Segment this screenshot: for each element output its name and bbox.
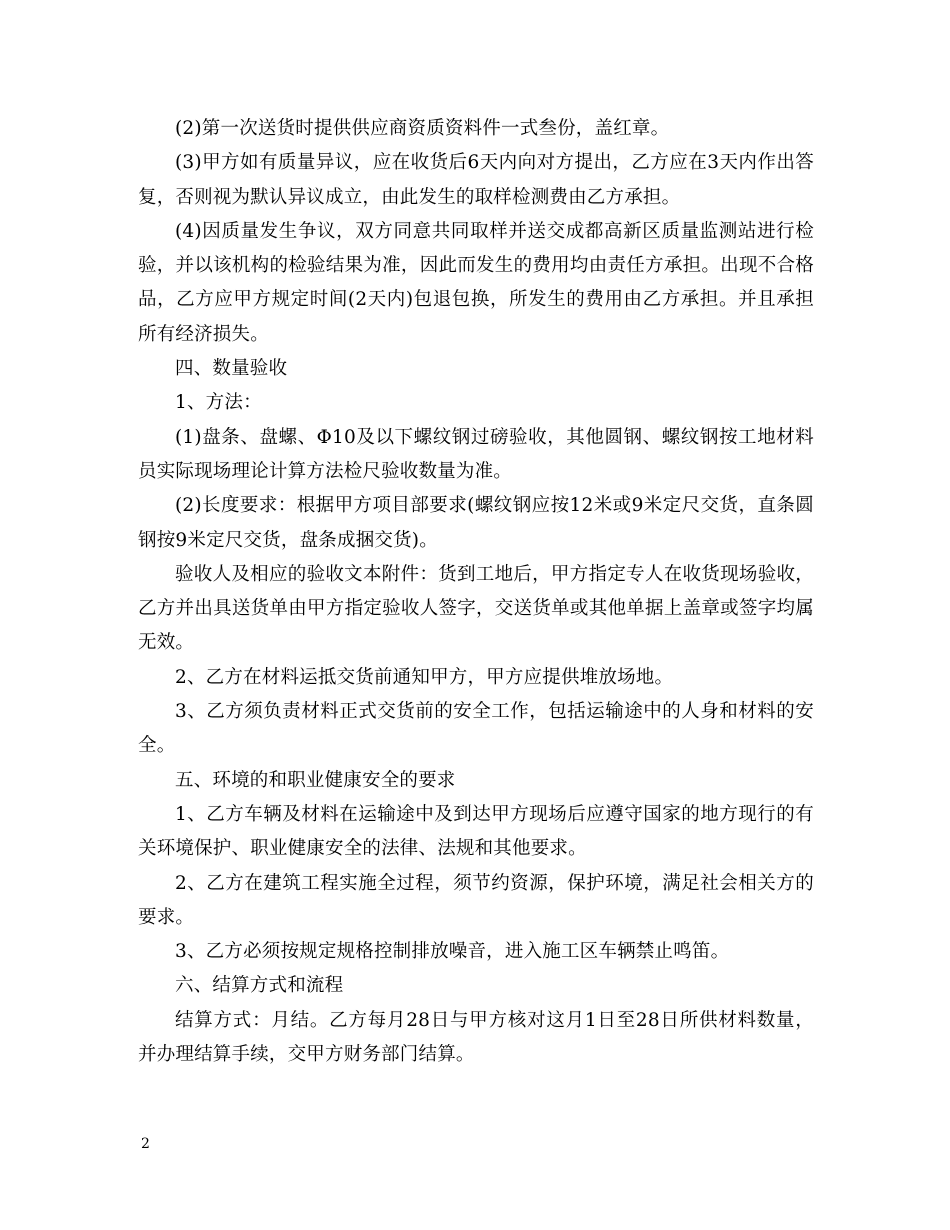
section-heading-environment: 五、环境的和职业健康安全的要求 [175,769,456,791]
paragraph-quality-3: (3)甲方如有质量异议，应在收货后6天内向对方提出，乙方应在3天内作出答复，否则视为默认异议成立，由此发生的取样检测费由乙方承担。 [138,152,814,208]
subheading-method: 1、方法： [175,392,262,414]
section-heading-quantity: 四、数量验收 [175,358,288,380]
paragraph-notice: 2、乙方在材料运抵交货前通知甲方，甲方应提供堆放场地。 [175,666,674,688]
document-body [138,112,814,1072]
paragraph-environment-3: 3、乙方必须按规定规格控制排放噪音，进入施工区车辆禁止鸣笛。 [175,941,730,963]
paragraph-quality-4: (4)因质量发生争议，双方同意共同取样并送交成都高新区质量监测站进行检验，并以该机构的检验结果为准，因此而发生的费用均由责任方承担。出现不合格品，乙方应甲方规定时间(2天内)包退包换，所发生的费用由乙方承担。并且承担所有经济损失。 [138,220,814,345]
paragraph-safety: 3、乙方须负责材料正式交货前的安全工作，包括运输途中的人身和材料的安全。 [138,701,814,757]
paragraph-environment-2: 2、乙方在建筑工程实施全过程，须节约资源，保护环境，满足社会相关方的要求。 [138,872,814,928]
paragraph-method-1: (1)盘条、盘螺、Φ10及以下螺纹钢过磅验收，其他圆钢、螺纹钢按工地材料员实际现场理论计算方法检尺验收数量为准。 [138,426,814,482]
paragraph-settlement: 结算方式：月结。乙方每月28日与甲方核对这月1日至28日所供材料数量，并办理结算手续，交甲方财务部门结算。 [138,1009,814,1066]
section-heading-settlement: 六、结算方式和流程 [175,975,344,997]
paragraph-environment-1: 1、乙方车辆及材料在运输途中及到达甲方现场后应遵守国家的地方现行的有关环境保护、职业健康安全的法律、法规和其他要求。 [138,803,814,860]
page-number: 2 [141,1136,150,1152]
paragraph-inspector: 验收人及相应的验收文本附件：货到工地后，甲方指定专人在收货现场验收，乙方并出具送货单由甲方指定验收人签字，交送货单或其他单据上盖章或签字均属无效。 [138,563,814,654]
paragraph-method-2: (2)长度要求：根据甲方项目部要求(螺纹钢应按12米或9米定尺交货，直条圆钢按9米定尺交货，盘条成捆交货)。 [138,495,814,551]
paragraph-quality-2: (2)第一次送货时提供供应商资质资料件一式叁份，盖红章。 [175,118,670,139]
